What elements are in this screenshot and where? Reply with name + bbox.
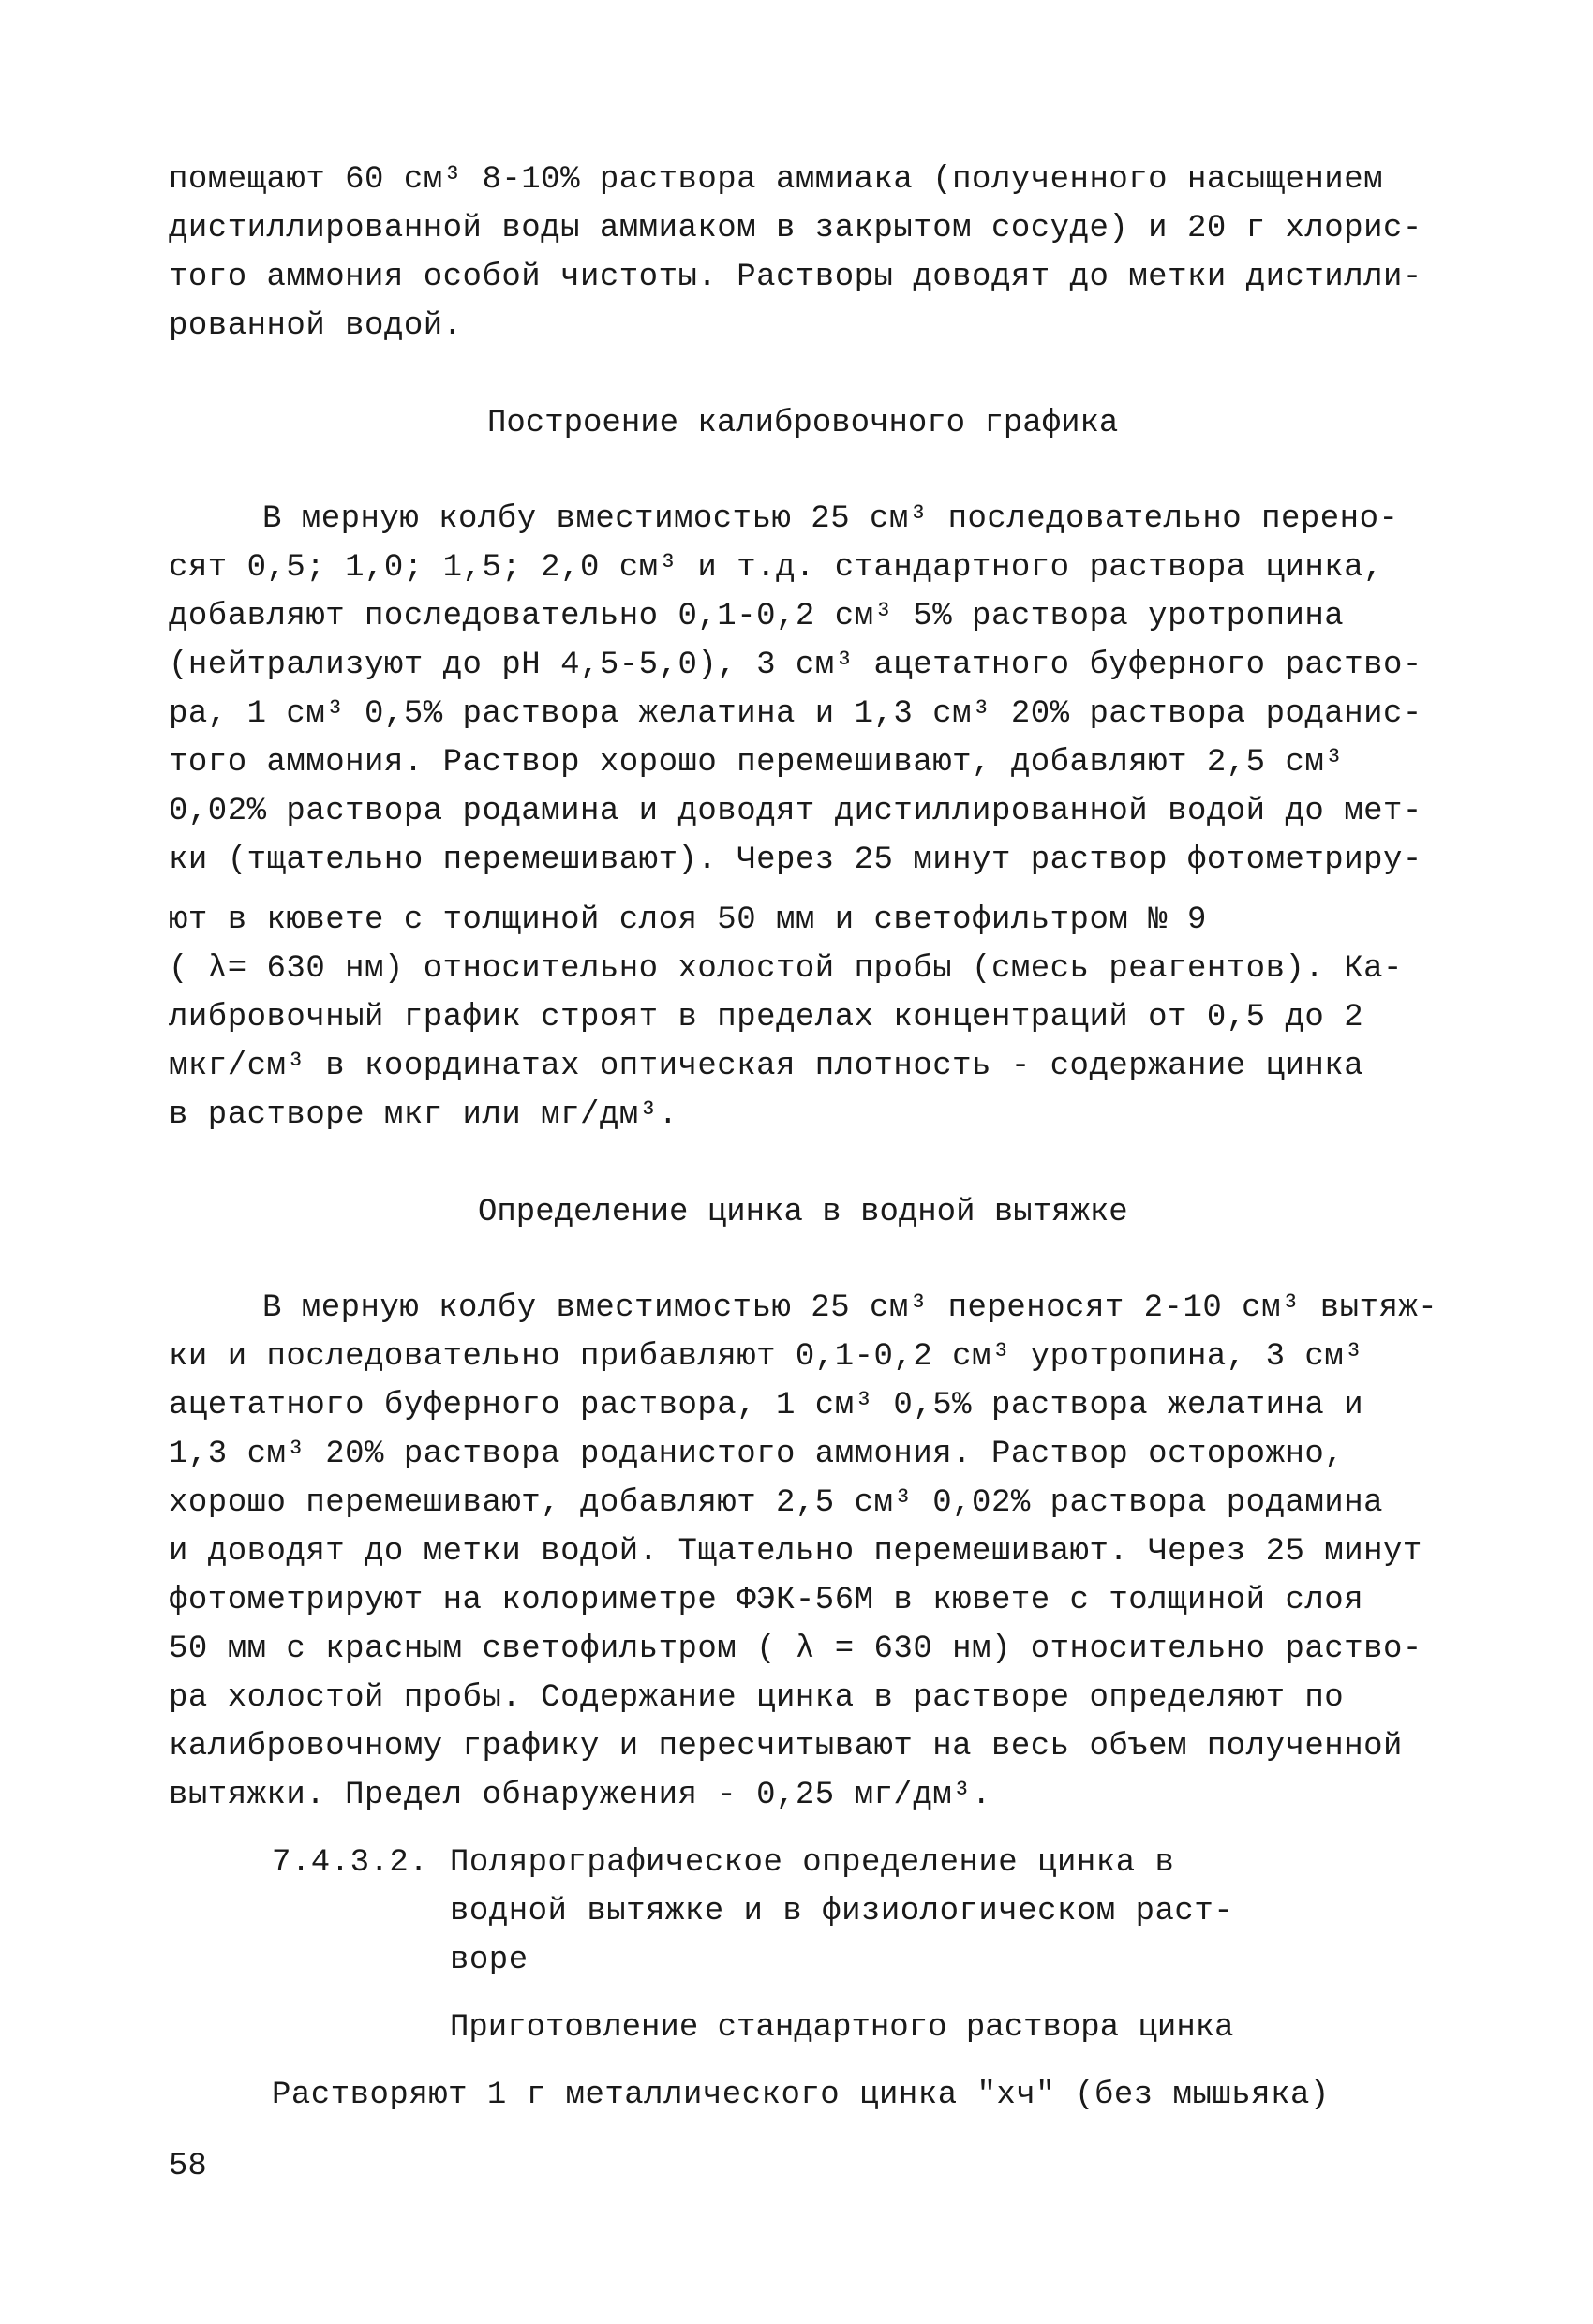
paragraph-2-line: ют в кювете с толщиной слоя 50 мм и светофильтром № 9 bbox=[169, 902, 1207, 938]
paragraph-3-line: ра холостой пробы. Содержание цинка в растворе определяют по bbox=[169, 1680, 1345, 1716]
paragraph-3-line: и доводят до метки водой. Тщательно перемешивают. Через 25 минут bbox=[169, 1534, 1422, 1570]
paragraph-3-line: вытяжки. Предел обнаружения - 0,25 мг/дм³. bbox=[169, 1778, 991, 1813]
paragraph-2-line: в растворе мкг или мг/дм³. bbox=[169, 1097, 678, 1133]
paragraph-2-line: 0,02% раствора родамина и доводят дистиллированной водой до мет- bbox=[169, 794, 1422, 829]
paragraph-2-line: либровочный график строят в пределах концентраций от 0,5 до 2 bbox=[169, 1000, 1364, 1035]
paragraph-3-line: В мерную колбу вместимостью 25 см³ переносят 2-10 см³ вытяж- bbox=[262, 1290, 1438, 1326]
paragraph-2-line: ра, 1 см³ 0,5% раствора желатина и 1,3 см³ 20% раствора роданис- bbox=[169, 696, 1422, 732]
heading-standard-zinc-solution: Приготовление стандартного раствора цинка bbox=[450, 2010, 1234, 2046]
section-number: 7.4.3.2. bbox=[272, 1845, 429, 1881]
heading-calibration-graph: Построение калибровочного графика bbox=[487, 406, 1119, 441]
paragraph-1-line: помещают 60 см³ 8-10% раствора аммиака (полученного насыщением bbox=[169, 162, 1384, 198]
closing-line: Растворяют 1 г металлического цинка "хч" (без мышьяка) bbox=[272, 2078, 1330, 2113]
paragraph-2-line: (нейтрализуют до pH 4,5-5,0), 3 см³ ацетатного буферного раство- bbox=[169, 648, 1422, 683]
paragraph-1-line: того аммония особой чистоты. Растворы доводят до метки дистилли- bbox=[169, 260, 1422, 295]
paragraph-2-line: В мерную колбу вместимостью 25 см³ последовательно перено- bbox=[262, 501, 1399, 537]
paragraph-2-line: ( λ= 630 нм) относительно холостой пробы (смесь реагентов). Ка- bbox=[169, 951, 1403, 987]
page-number: 58 bbox=[169, 2149, 207, 2184]
paragraph-1-line: дистиллированной воды аммиаком в закрытом сосуде) и 20 г хлорис- bbox=[169, 211, 1422, 246]
section-title-line: Полярографическое определение цинка в bbox=[450, 1845, 1175, 1881]
paragraph-2-line: мкг/см³ в координатах оптическая плотность - содержание цинка bbox=[169, 1049, 1364, 1084]
section-title-line: водной вытяжке и в физиологическом раст- bbox=[450, 1894, 1234, 1929]
paragraph-2-line: сят 0,5; 1,0; 1,5; 2,0 см³ и т.д. стандартного раствора цинка, bbox=[169, 550, 1384, 586]
paragraph-3-line: ацетатного буферного раствора, 1 см³ 0,5% раствора желатина и bbox=[169, 1388, 1364, 1423]
paragraph-3-line: 50 мм с красным светофильтром ( λ = 630 нм) относительно раство- bbox=[169, 1631, 1422, 1667]
paragraph-2-line: ки (тщательно перемешивают). Через 25 минут раствор фотометриру- bbox=[169, 842, 1422, 878]
paragraph-3-line: хорошо перемешивают, добавляют 2,5 см³ 0,02% раствора родамина bbox=[169, 1485, 1384, 1521]
heading-zinc-in-water-extract: Определение цинка в водной вытяжке bbox=[478, 1195, 1128, 1230]
paragraph-2-line: того аммония. Раствор хорошо перемешивают, добавляют 2,5 см³ bbox=[169, 745, 1345, 781]
section-title-line: воре bbox=[450, 1943, 529, 1978]
paragraph-2-line: добавляют последовательно 0,1-0,2 см³ 5% раствора уротропина bbox=[169, 599, 1345, 634]
paragraph-1-line: рованной водой. bbox=[169, 308, 463, 344]
paragraph-3-line: ки и последовательно прибавляют 0,1-0,2 см³ уротропина, 3 см³ bbox=[169, 1339, 1364, 1375]
paragraph-3-line: фотометрируют на колориметре ФЭК-56М в кювете с толщиной слоя bbox=[169, 1583, 1364, 1618]
paragraph-3-line: 1,3 см³ 20% раствора роданистого аммония. Раствор осторожно, bbox=[169, 1437, 1345, 1472]
paragraph-3-line: калибровочному графику и пересчитывают на весь объем полученной bbox=[169, 1729, 1403, 1765]
